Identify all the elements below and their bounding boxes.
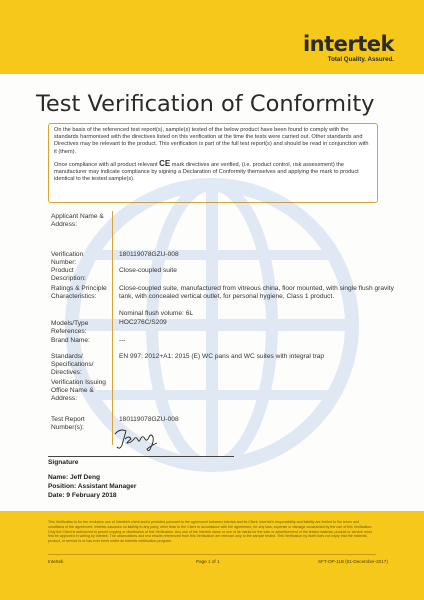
signer-position: Position: Assistant Manager bbox=[48, 483, 137, 490]
notice-paragraph-1: On the basis of the referenced test report(s), sample(s) tested of the below product have been found to comply with the standards harmonised with the directives listed on this verification at the time the tests were carried out. Other standards and Directives may be relevant to the product. This verification is part of the full test report(s) and should be read in conjunction with it (them). bbox=[54, 127, 369, 155]
footer-company: Intertek bbox=[48, 559, 64, 564]
models-value: HOC276C/S209 bbox=[119, 319, 167, 326]
standards-value: EN 997: 2012+A1: 2015 (E) WC pans and WC suites with integral trap bbox=[119, 353, 325, 360]
handwritten-signature bbox=[112, 425, 160, 455]
ratings-value-flush: Nominal flush volume: 6L bbox=[119, 310, 194, 317]
test-report-label: Test Report Number(s): bbox=[51, 416, 85, 432]
ratings-value: Close-coupled suite, manufactured from vitreous china, floor mounted, with single flush gravity tank, with concealed vertical outlet, for personal hygiene, Class 1 product. bbox=[119, 285, 394, 301]
signing-date: Date: 9 February 2018 bbox=[48, 492, 117, 499]
standards-label: Standards/ Specifications/ Directives: bbox=[51, 353, 94, 377]
notice-text-after-mark: mark directives are verified, (i.e. product control, risk assessment) the manufacturer may indicate compliance by signing a Declaration of Conformity themselves and applying the mark to product identical to the tested sample(s). bbox=[54, 161, 359, 183]
logo-tagline: Total Quality. Assured. bbox=[327, 56, 394, 63]
signature-line bbox=[48, 456, 234, 457]
page-title: Test Verification of Conformity bbox=[36, 91, 375, 117]
verification-number-value: 180119078GZU-008 bbox=[119, 251, 179, 258]
footer-rule bbox=[48, 554, 376, 555]
test-report-value: 180119078GZU-008 bbox=[119, 416, 179, 423]
ratings-label: Ratings & Principle Characteristics: bbox=[51, 285, 107, 301]
models-label: Models/Type References: bbox=[51, 320, 89, 336]
signer-name: Name: Jeff Deng bbox=[48, 474, 101, 481]
footer-band bbox=[0, 511, 424, 600]
brand-name-value: --- bbox=[119, 337, 126, 344]
brand-name-label: Brand Name: bbox=[51, 337, 90, 344]
logo-word: intertek bbox=[302, 32, 394, 56]
footer-form-code: SFT-OP-11B (01-December-2017) bbox=[318, 559, 388, 564]
issuing-office-label: Verification Issuing Office Name & Address: bbox=[51, 379, 106, 403]
footer-disclaimer: This Verification is for the exclusive use of Intertek's client and is provided pursuant to the agreement between Intertek and its Client. Intertek's responsibility and liability are limited to the terms and conditions of the agreement. Intertek assumes no liability to any party, other than to the Client in accordance with the agreement, for any loss, expense or damage occasioned by the use of this Verification. Only the Client is authorized to permit copying or distribution of this Verification. Any use of the Intertek name or one of its marks for the sale or advertisement of the tested material, product or service must first be approved in writing by Intertek. The observations and test results referenced from this Verification are relevant only to the sample tested. This Verification by itself does not imply that the material, product, or service is or has ever been under an Intertek certification program. bbox=[48, 520, 373, 544]
product-description-value: Close-coupled suite bbox=[119, 267, 177, 274]
header-band bbox=[0, 0, 424, 74]
signature-label: Signature bbox=[48, 459, 79, 466]
field-divider bbox=[112, 211, 113, 445]
verification-number-label: Verification Number: bbox=[51, 251, 84, 267]
applicant-label: Applicant Name & Address: bbox=[51, 213, 104, 229]
product-description-label: Product Description: bbox=[51, 267, 86, 283]
ce-mark-icon: CE bbox=[159, 158, 171, 168]
notice-text-before-mark: Once compliance with all product relevant bbox=[54, 161, 158, 168]
intertek-logo bbox=[303, 34, 394, 63]
footer-page-number: Page 1 of 1 bbox=[196, 559, 220, 564]
